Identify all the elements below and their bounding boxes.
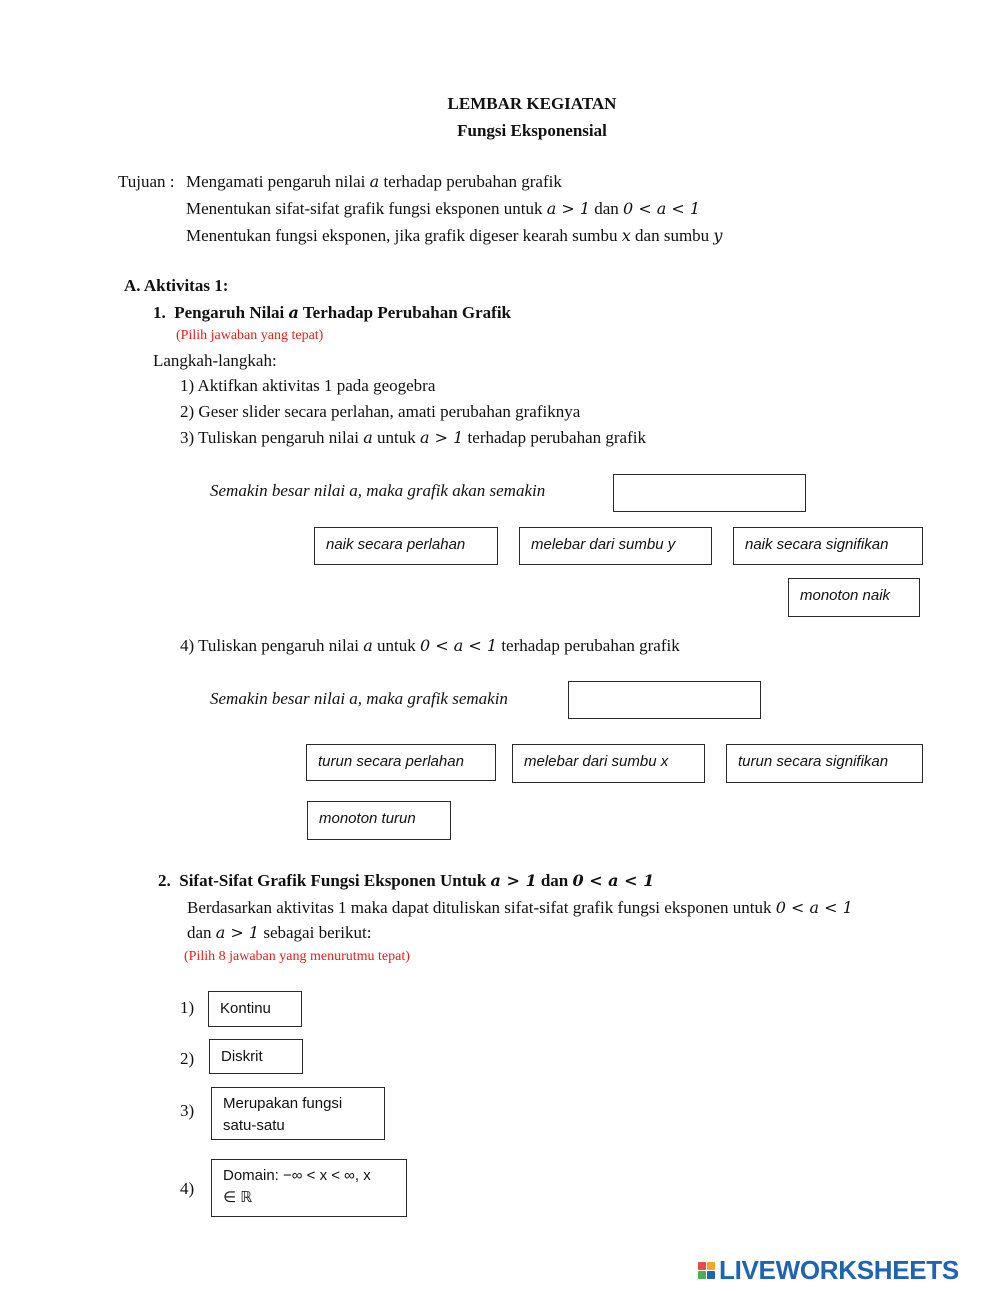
sub1-heading [153, 303, 511, 323]
tujuan-line-1 [186, 172, 562, 192]
option-turun-secara-signifikan[interactable]: turun secara signifikan [726, 744, 923, 783]
sub2-number: 2. [158, 871, 171, 890]
math-0-lt-a-lt-1: 0 < a < 1 [623, 199, 701, 218]
step-2: 2) Geser slider secara perlahan, amati perubahan grafiknya [180, 402, 581, 421]
steps-label: Langkah-langkah: [153, 351, 277, 370]
choice-diskrit[interactable]: Diskrit [209, 1039, 303, 1074]
worksheet-title: LEMBAR KEGIATAN [447, 94, 617, 113]
option-monoton-turun[interactable]: monoton turun [307, 801, 451, 840]
choice-kontinu[interactable]: Kontinu [208, 991, 302, 1027]
tujuan-line-2-text: Menentukan sifat-sifat grafik fungsi eksponen untuk [186, 199, 543, 218]
liveworksheets-logo-text: LIVEWORKSHEETS [719, 1255, 959, 1285]
item-number-3: 3) [180, 1101, 195, 1120]
math-a-gt-1: a > 1 [490, 871, 537, 890]
math-0-lt-a-lt-1: 0 < a < 1 [420, 636, 498, 655]
step-3 [180, 428, 646, 448]
sub2-description-end: sebagai berikut: [263, 923, 372, 942]
step-3-untuk: untuk [377, 428, 416, 447]
math-a-gt-1: a > 1 [420, 428, 464, 447]
sub2-hint: (Pilih 8 jawaban yang menurutmu tepat) [184, 949, 410, 964]
prompt-4: Semakin besar nilai a, maka grafik semakin [210, 689, 508, 708]
step-4-text: 4) Tuliskan pengaruh nilai [180, 636, 359, 655]
math-var-y: y [713, 226, 723, 245]
math-var-a: a [369, 172, 380, 191]
math-0-lt-a-lt-1: 0 < a < 1 [775, 898, 853, 917]
step-3-text-end: terhadap perubahan grafik [467, 428, 646, 447]
sub1-title-text: Pengaruh Nilai [174, 303, 285, 322]
math-var-x: x [621, 226, 631, 245]
item-number-1: 1) [180, 998, 195, 1017]
answer-drop-zone-3[interactable] [613, 474, 806, 512]
step-4-text-end: terhadap perubahan grafik [501, 636, 680, 655]
math-var-a: a [288, 303, 299, 322]
tujuan-line-3 [186, 226, 722, 246]
option-melebar-dari-sumbu-y[interactable]: melebar dari sumbu y [519, 527, 712, 565]
item-number-4: 4) [180, 1179, 195, 1198]
choice-fungsi-satu-satu[interactable]: Merupakan fungsi satu-satu [211, 1087, 385, 1140]
option-melebar-dari-sumbu-x[interactable]: melebar dari sumbu x [512, 744, 705, 783]
choice-domain[interactable]: Domain: −∞ < x < ∞, x ∈ ℝ [211, 1159, 407, 1217]
sub2-heading [158, 871, 654, 891]
tujuan-line-3-text: Menentukan fungsi eksponen, jika grafik digeser kearah sumbu [186, 226, 618, 245]
sub2-description-text: Berdasarkan aktivitas 1 maka dapat dituliskan sifat-sifat grafik fungsi eksponen untuk [187, 898, 772, 917]
sub1-number: 1. [153, 303, 166, 322]
tujuan-line-1-text-end: terhadap perubahan grafik [383, 172, 562, 191]
answer-drop-zone-4[interactable] [568, 681, 761, 719]
prompt-3: Semakin besar nilai a, maka grafik akan semakin [210, 481, 546, 500]
option-monoton-naik[interactable]: monoton naik [788, 578, 920, 617]
section-a-heading: A. Aktivitas 1: [124, 276, 229, 295]
math-var-a: a [363, 636, 373, 655]
sub2-title-text: Sifat-Sifat Grafik Fungsi Eksponen Untuk [179, 871, 487, 890]
item-number-2: 2) [180, 1049, 195, 1068]
sub2-description-line-2 [187, 923, 371, 943]
math-a-gt-1: a > 1 [546, 199, 590, 218]
step-1: 1) Aktifkan aktivitas 1 pada geogebra [180, 376, 436, 395]
worksheet-subtitle: Fungsi Eksponensial [457, 121, 607, 140]
option-naik-secara-perlahan[interactable]: naik secara perlahan [314, 527, 498, 565]
option-naik-secara-signifikan[interactable]: naik secara signifikan [733, 527, 923, 565]
sub2-description-line-1 [187, 898, 853, 918]
math-0-lt-a-lt-1: 0 < a < 1 [572, 871, 655, 890]
sub1-hint: (Pilih jawaban yang tepat) [176, 328, 324, 343]
math-var-a: a [363, 428, 373, 447]
step-4 [180, 636, 680, 656]
sub1-title-text-end: Terhadap Perubahan Grafik [302, 303, 512, 322]
sub2-title-dan: dan [540, 871, 569, 890]
option-turun-secara-perlahan[interactable]: turun secara perlahan [306, 744, 496, 781]
math-a-gt-1: a > 1 [215, 923, 260, 942]
tujuan-line-1-text: Mengamati pengaruh nilai [186, 172, 366, 191]
liveworksheets-logo-icon [698, 1262, 715, 1279]
step-4-untuk: untuk [377, 636, 416, 655]
step-3-text: 3) Tuliskan pengaruh nilai [180, 428, 359, 447]
tujuan-label: Tujuan : [118, 172, 175, 191]
tujuan-line-2 [186, 199, 700, 219]
liveworksheets-logo [698, 1255, 959, 1286]
sub2-description-dan: dan [187, 923, 212, 942]
tujuan-line-2-dan: dan [594, 199, 619, 218]
tujuan-line-3-dan: dan sumbu [635, 226, 710, 245]
